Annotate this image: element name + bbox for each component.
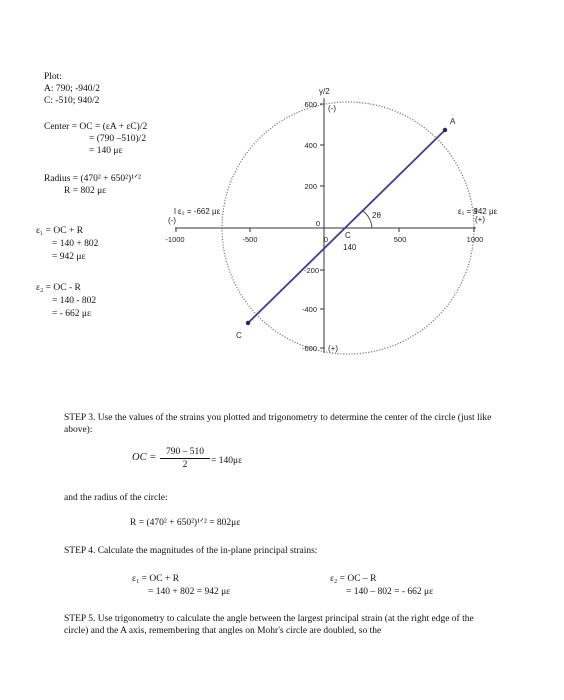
y-tick-marks: [320, 104, 324, 348]
step3-instruction: STEP 3. Use the values of the strains you plotted and trigonometry to determine the center of the circle (just like above):: [64, 413, 492, 435]
label-point-a: A: [450, 117, 456, 126]
e1-result: = 942 με: [52, 252, 86, 262]
center-result: = 140 με: [89, 146, 123, 156]
x-tick-label: 0: [323, 235, 329, 244]
point-c-marker: [246, 321, 250, 325]
y-tick-label: -600: [301, 344, 317, 353]
step5-instruction: STEP 5. Use trigonometry to calculate the angle between the largest principal strain (at the right edge of the circle) and the A axis, remembering that angles on Mohr's circle are doubled, so the: [64, 614, 474, 636]
left-sign: (-): [168, 216, 176, 225]
step4-instruction: STEP 4. Calculate the magnitudes of the in-plane principal strains:: [64, 546, 318, 556]
point-c-coords: C: -510; 940/2: [44, 96, 100, 106]
step4-e1-line2: = 140 + 802 = 942 με: [148, 587, 231, 597]
two-theta-arc: [363, 211, 372, 228]
oc-fraction: [160, 447, 210, 470]
oc-equation-lhs: OC =: [132, 452, 157, 463]
oc-denominator: 2: [182, 460, 188, 470]
step4-e2-line2: = 140 – 802 = - 662 με: [346, 587, 434, 597]
point-a-marker: [443, 128, 447, 132]
plot-heading: Plot:: [44, 72, 62, 82]
y-tick-label: 200: [304, 182, 317, 191]
label-e1: ε₁ = 942 με: [458, 207, 498, 216]
point-a-coords: A: 790; -940/2: [44, 84, 100, 94]
label-e2: ε₂ = -662 με: [178, 207, 221, 216]
step4-e2-line1: ε₂ = OC – R: [330, 574, 377, 584]
diameter-line-ac: [248, 130, 445, 323]
center-formula: Center = OC = (εA + εC)/2: [44, 122, 148, 132]
x-tick-marks: [176, 228, 474, 232]
e1-formula: ε₁ = OC + R: [36, 226, 84, 236]
right-sign: (+): [475, 215, 485, 224]
oc-numerator: 790 – 510: [160, 447, 210, 459]
bottom-sign: (+): [328, 344, 338, 353]
radius-equation: R = (470² + 650²)¹ᐟ² = 802με: [130, 518, 241, 528]
y-tick-label: 400: [304, 141, 317, 150]
y-tick-label: 0: [315, 219, 320, 228]
label-two-theta: 2θ: [372, 211, 381, 220]
e2-result: = - 662 με: [52, 309, 91, 319]
e2-formula: ε₂ = OC - R: [36, 283, 81, 293]
oc-equation-rhs: = 140με: [211, 456, 243, 466]
radius-intro: and the radius of the circle:: [64, 493, 168, 503]
label-center-c: C: [345, 231, 351, 240]
center-substitution: = (790 –510)/2: [89, 134, 147, 144]
top-sign: (-): [328, 104, 336, 113]
y-tick-label: 600: [304, 100, 317, 109]
step4-e1-line1: ε₁ = OC + R: [132, 574, 180, 584]
x-tick-label: 1000: [466, 235, 484, 244]
label-center-value: 140: [343, 243, 357, 252]
y-axis-label: γ/2: [319, 87, 330, 96]
radius-formula: Radius = (470² + 650²)¹ᐟ²: [44, 174, 141, 184]
x-tick-label: -500: [242, 235, 258, 244]
x-tick-label: -1000: [165, 235, 185, 244]
radius-result: R = 802 με: [64, 186, 107, 196]
e2-substitution: = 140 - 802: [52, 296, 97, 306]
y-tick-label: -400: [301, 305, 317, 314]
y-tick-label: -200: [303, 266, 319, 275]
x-tick-label: 500: [393, 235, 407, 244]
label-point-c: C: [236, 331, 242, 340]
e1-substitution: = 140 + 802: [52, 239, 99, 249]
